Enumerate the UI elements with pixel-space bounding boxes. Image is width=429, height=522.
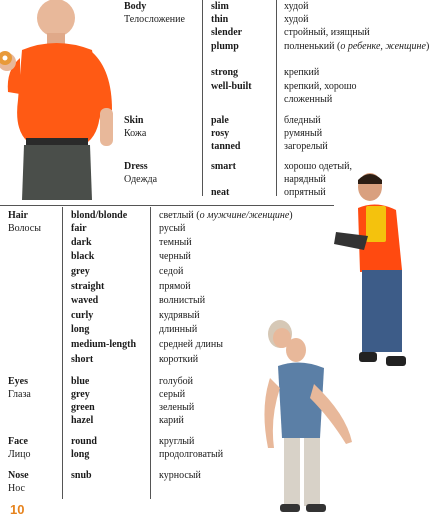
term-ru: загорелый <box>284 141 328 152</box>
term-ru: худой <box>284 14 309 25</box>
term-ru: длинный <box>159 324 198 335</box>
term-en: smart <box>211 161 236 172</box>
page-number: 10 <box>10 502 25 517</box>
term-ru: светлый (о мужчине/женщине) <box>159 210 293 221</box>
term-en: slender <box>211 27 243 38</box>
term-ru: крепкий <box>284 67 320 78</box>
term-en: grey <box>71 389 90 400</box>
top-column-divider-right <box>276 0 277 196</box>
category-face-ru: Лицо <box>8 449 31 460</box>
term-ru: крепкий, хорошо <box>284 81 357 92</box>
term-ru: опрятный <box>284 187 326 198</box>
term-ru: курносый <box>159 470 201 481</box>
bottom-column-divider-left <box>62 207 63 499</box>
term-en: tanned <box>211 141 241 152</box>
section-separator <box>0 205 334 206</box>
term-en: medium-length <box>71 339 136 350</box>
term-en: dark <box>71 237 92 248</box>
term-ru: стройный, изящный <box>284 27 370 38</box>
term-ru: бледный <box>284 115 321 126</box>
term-ru: полненький (о ребенке, женщине) <box>284 41 429 52</box>
category-eyes-ru: Глаза <box>8 389 31 400</box>
term-en: waved <box>71 295 99 306</box>
term-en: grey <box>71 266 90 277</box>
term-ru: кудрявый <box>159 310 200 321</box>
term-en: long <box>71 324 90 335</box>
man-with-donut-illustration <box>0 0 120 200</box>
term-ru: худой <box>284 1 309 12</box>
term-ru: прямой <box>159 281 191 292</box>
category-body-ru: Телосложение <box>124 14 185 25</box>
category-hair-en: Hair <box>8 210 28 221</box>
term-ru-line2: сложенный <box>284 94 333 105</box>
term-ru: волнистый <box>159 295 206 306</box>
category-nose-en: Nose <box>8 470 29 481</box>
term-en: well-built <box>211 81 252 92</box>
term-en: thin <box>211 14 229 25</box>
term-ru: продолговатый <box>159 449 224 460</box>
term-ru-line2: нарядный <box>284 174 326 185</box>
term-en: pale <box>211 115 229 126</box>
category-skin-en: Skin <box>124 115 144 126</box>
term-ru: зеленый <box>159 402 195 413</box>
term-ru: черный <box>159 251 191 262</box>
category-body-en: Body <box>124 1 147 12</box>
term-en: snub <box>71 470 92 481</box>
bottom-column-divider-right <box>150 207 151 499</box>
term-ru: русый <box>159 223 186 234</box>
term-en: short <box>71 354 94 365</box>
term-ru: голубой <box>159 376 194 387</box>
term-en: blond/blonde <box>71 210 128 221</box>
term-ru: серый <box>159 389 186 400</box>
term-en: green <box>71 402 95 413</box>
term-en: round <box>71 436 97 447</box>
category-skin-ru: Кожа <box>124 128 147 139</box>
category-nose-ru: Нос <box>8 483 25 494</box>
term-en: strong <box>211 67 239 78</box>
term-ru: седой <box>159 266 184 277</box>
term-ru: хорошо одетый, <box>284 161 352 172</box>
term-en: black <box>71 251 95 262</box>
term-en: rosy <box>211 128 230 139</box>
term-ru: короткий <box>159 354 199 365</box>
category-hair-ru: Волосы <box>8 223 41 234</box>
term-en: blue <box>71 376 90 387</box>
term-en: hazel <box>71 415 94 426</box>
term-ru: карий <box>159 415 184 426</box>
term-en: long <box>71 449 90 460</box>
term-en: curly <box>71 310 94 321</box>
top-column-divider-left <box>202 0 203 196</box>
category-dress-en: Dress <box>124 161 148 172</box>
term-ru: круглый <box>159 436 195 447</box>
couple-piggyback-illustration <box>250 318 360 518</box>
category-eyes-en: Eyes <box>8 376 28 387</box>
term-ru: средней длины <box>159 339 223 350</box>
term-ru: темный <box>159 237 192 248</box>
term-ru: румяный <box>284 128 323 139</box>
category-dress-ru: Одежда <box>124 174 158 185</box>
category-face-en: Face <box>8 436 28 447</box>
term-en: slim <box>211 1 229 12</box>
term-en: straight <box>71 281 105 292</box>
term-en: neat <box>211 187 230 198</box>
term-en: plump <box>211 41 239 52</box>
term-en: fair <box>71 223 87 234</box>
